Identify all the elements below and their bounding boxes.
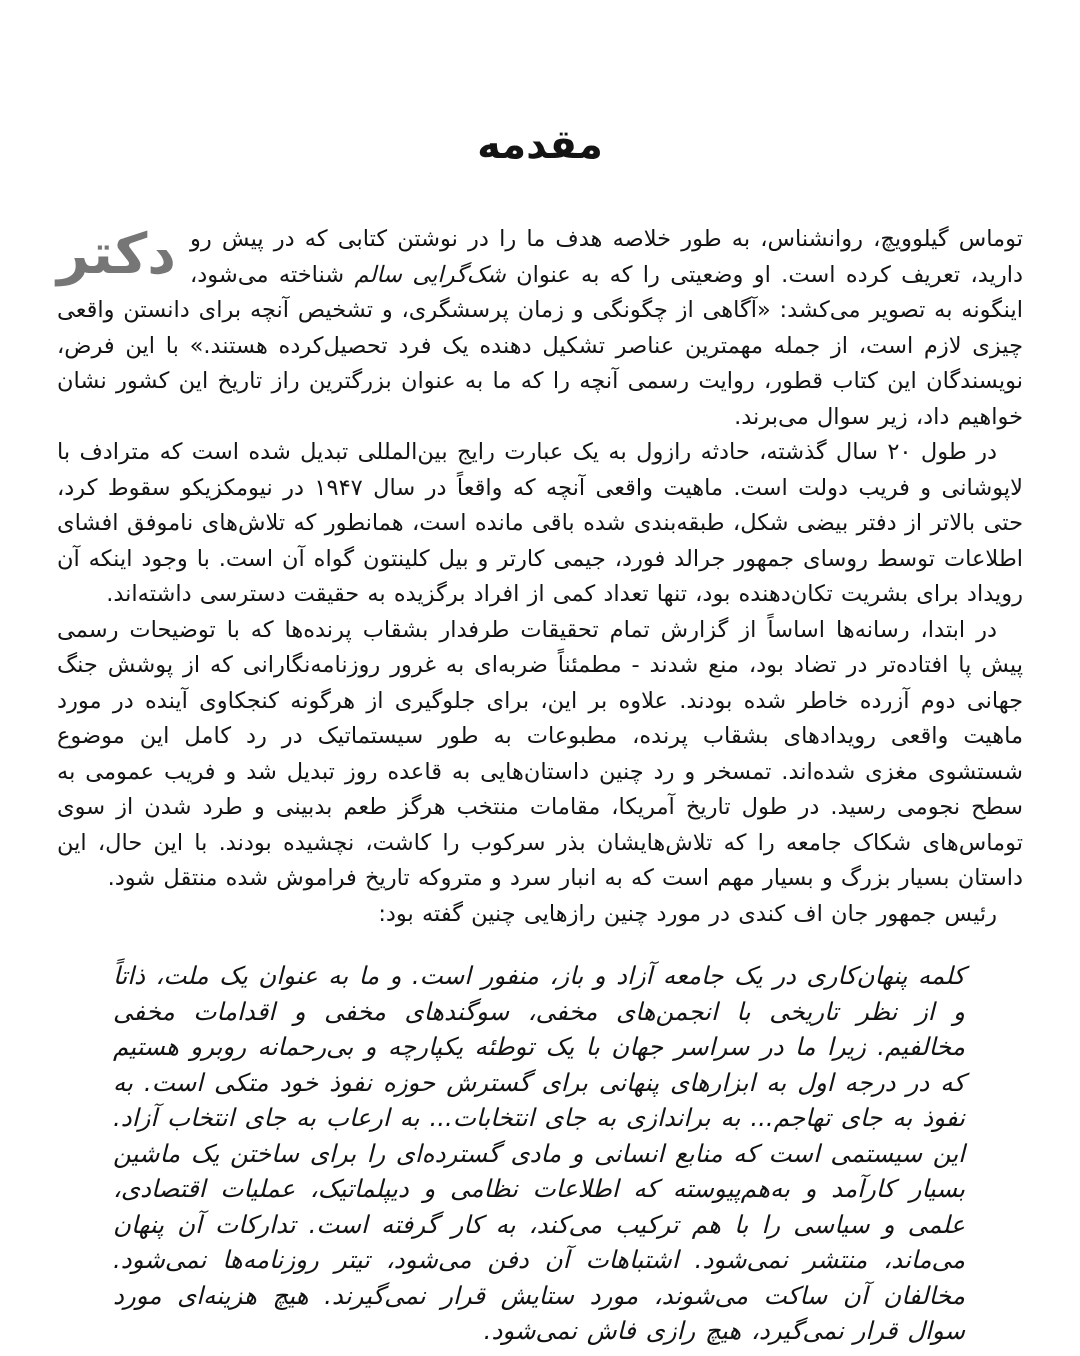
italic-phrase-healthy-skepticism: شک‌گرایی سالم (354, 261, 506, 288)
page-title: مقدمه (477, 122, 603, 168)
kennedy-quote-block: کلمه پنهان‌کاری در یک جامعه آزاد و باز، منفور است. و ما به عنوان یک ملت، ذاتاً و از نظر تاریخی با انجمن‌های مخفی، سوگندهای مخفی و اقدامات مخفی مخالفیم. زیرا ما در سراسر جهان با یک توطئه یکپارچه و بی‌رحمانه روبرو هستیم که در درجه اول به ابزارهای پنهانی برای گسترش حوزه نفوذ خود متکی است. به نفوذ به جای تهاجم... به براندازی به جای انتخابات... به ارعاب به جای انتخاب آزاد. این سیستمی است که منابع انسانی و مادی گسترده‌ای را برای ساختن یک ماشین بسیار کارآمد و به‌هم‌پیوسته که اطلاعات نظامی و دیپلماتیک، عملیات اقتصادی، علمی و سیاسی را با هم ترکیب می‌کند، به کار گرفته است. تدارکات آن پنهان می‌ماند، منتشر نمی‌شود. اشتباهات آن دفن می‌شود، تیتر روزنامه‌ها نمی‌شود. مخالفان آن ساکت می‌شوند، مورد ستایش قرار نمی‌گیرند. هیچ هزینه‌ای مورد سوال قرار نمی‌گیرد، هیچ رازی فاش نمی‌شود. (113, 961, 965, 1345)
paragraph-1-segment-1: توماس گیلوویچ، روانشناس، به طور خلاصه هدف ما را در نوشتن کتابی که در پیش رو دارید، تعریف کرده است. او وضعیتی را که به عنوان (190, 226, 1023, 288)
drop-word-doctor: دکتر (57, 222, 176, 287)
paragraph-intro-gilovich (57, 222, 1023, 435)
paragraph-media-coverup: در ابتدا، رسانه‌ها اساساً از گزارش تمام تحقیقات طرفدار بشقاب پرنده‌ها که با توضیحات رسمی پیش پا افتاده‌تر در تضاد بود، منع شدند - مطمئناً ضربه‌ای به غرور روزنامه‌نگارانی که از پوشش جنگ جهانی دوم آزرده خاطر شده بودند. علاوه بر این، برای جلوگیری از هرگونه کنجکاوی آینده در مورد ماهیت واقعی رویدادهای بشقاب پرنده، مطبوعات به طور سیستماتیک در رد کامل این موضوع شستشوی مغزی شده‌اند. تمسخر و رد چنین داستان‌هایی به قاعده روز تبدیل شد و فریب عمومی به سطح نجومی رسید. در طول تاریخ آمریکا، مقامات منتخب هرگز طعم بدبینی و طرد شدن از سوی توماس‌های شکاک جامعه را که تلاش‌هایشان بذر سرکوب را کاشت، نچشیده بودند. با این حال، این داستان بسیار بزرگ و بسیار مهم است که به انبار سرد و متروکه تاریخ فراموش شده منتقل شود. (57, 616, 1023, 891)
body-text (57, 222, 1023, 1349)
paragraph-roswell: در طول ۲۰ سال گذشته، حادثه رازول به یک عبارت رایج بین‌المللی تبدیل شده است که مترادف با لاپوشانی و فریب دولت است. ماهیت واقعی آنچه که واقعاً در سال ۱۹۴۷ در نیومکزیکو سقوط کرد، حتی بالاتر از دفتر بیضی شکل، طبقه‌بندی شده باقی مانده است، همانطور که تلاش‌های ناموفق افشای اطلاعات توسط روسای جمهور جرالد فورد، جیمی کارتر و بیل کلینتون گواه آن است. با وجود اینکه آن رویداد برای بشریت تکان‌دهنده بود، تنها تعداد کمی از افراد برگزیده به حقیقت دسترسی داشته‌اند. (57, 439, 1023, 607)
paragraph-kennedy-intro: رئیس جمهور جان اف کندی در مورد چنین رازهایی چنین گفته بود: (378, 900, 997, 927)
paragraph-1-segment-3: شناخته می‌شود، اینگونه به تصویر می‌کشد: «آگاهی از چگونگی و زمان پرسشگری، و تشخیص آنچه برای دانستن واقعی چیزی لازم است، از جمله مهمترین عناصر تشکیل دهنده یک فرد تحصیل‌کرده هستند.» با این فرض، نویسندگان این کتاب قطور، روایت رسمی آنچه را که ما به عنوان بزرگترین راز تاریخ این کشور نشان خواهیم داد، زیر سوال می‌برند. (57, 261, 1023, 430)
